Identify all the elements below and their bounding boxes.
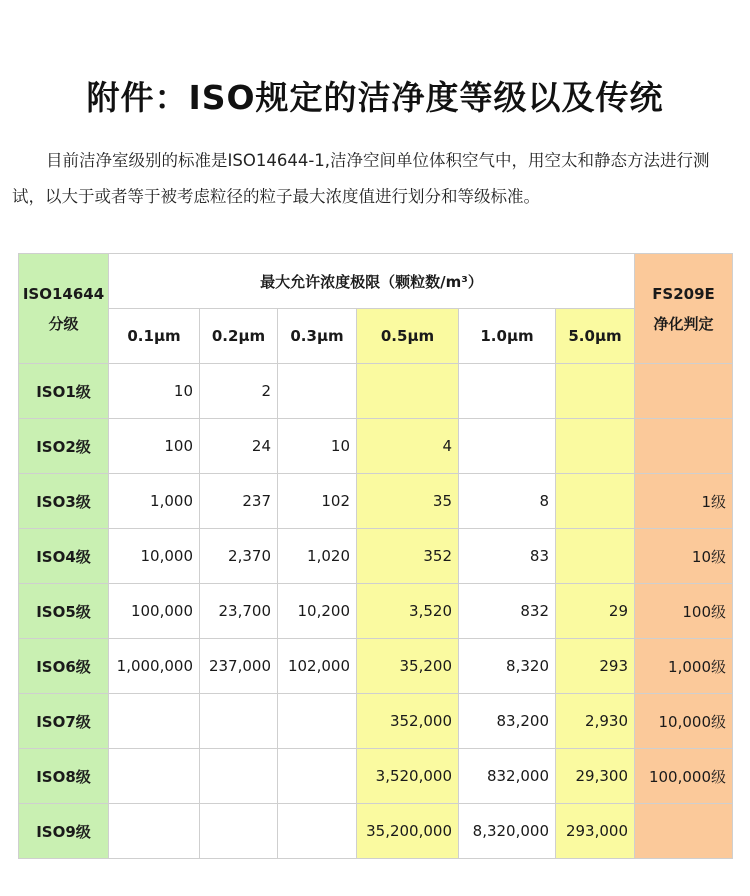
table-row	[19, 749, 733, 804]
size-header-0.5: 0.5μm	[357, 309, 459, 364]
iso-class-cell: ISO4级	[19, 529, 109, 584]
concentration-cell	[556, 419, 635, 474]
page-title: 附件：ISO规定的洁净度等级以及传统	[86, 78, 664, 117]
iso-class-cell: ISO5级	[19, 584, 109, 639]
concentration-cell	[357, 364, 459, 419]
intro-paragraph	[12, 143, 740, 215]
concentration-cell	[109, 694, 200, 749]
fs209e-class-cell: 100,000级	[635, 749, 733, 804]
concentration-cell: 237,000	[200, 639, 278, 694]
concentration-cell	[278, 364, 357, 419]
concentration-cell: 100,000	[109, 584, 200, 639]
concentration-cell: 1,000	[109, 474, 200, 529]
iso-class-cell: ISO9级	[19, 804, 109, 859]
concentration-cell: 83,200	[459, 694, 556, 749]
size-header-0.1: 0.1μm	[109, 309, 200, 364]
concentration-cell: 83	[459, 529, 556, 584]
concentration-cell: 8,320,000	[459, 804, 556, 859]
concentration-cell: 293,000	[556, 804, 635, 859]
concentration-cell	[459, 419, 556, 474]
concentration-cell: 29	[556, 584, 635, 639]
size-header-5.0: 5.0μm	[556, 309, 635, 364]
table-row	[19, 364, 733, 419]
iso-class-cell: ISO6级	[19, 639, 109, 694]
size-header-0.2: 0.2μm	[200, 309, 278, 364]
particle-size-header-row	[19, 309, 733, 364]
concentration-cell: 4	[357, 419, 459, 474]
concentration-cell: 832	[459, 584, 556, 639]
concentration-cell	[556, 474, 635, 529]
concentration-cell: 35,200	[357, 639, 459, 694]
iso-class-cell: ISO1级	[19, 364, 109, 419]
concentration-cell	[278, 749, 357, 804]
concentration-cell: 10,200	[278, 584, 357, 639]
concentration-cell: 10,000	[109, 529, 200, 584]
concentration-cell: 23,700	[200, 584, 278, 639]
concentration-cell: 100	[109, 419, 200, 474]
fs209e-class-cell	[635, 419, 733, 474]
concentration-cell	[200, 749, 278, 804]
class-header-line2: 分级	[48, 314, 79, 333]
concentration-cell	[556, 529, 635, 584]
concentration-cell: 35	[357, 474, 459, 529]
fs-header-line2: 净化判定	[653, 314, 714, 333]
concentration-cell	[200, 694, 278, 749]
concentration-cell: 24	[200, 419, 278, 474]
fs209e-class-cell: 10,000级	[635, 694, 733, 749]
class-header-line1: ISO14644	[22, 284, 105, 303]
concentration-cell	[459, 364, 556, 419]
fs209e-class-cell: 1,000级	[635, 639, 733, 694]
concentration-cell: 102,000	[278, 639, 357, 694]
concentration-cell: 8,320	[459, 639, 556, 694]
table-row	[19, 529, 733, 584]
class-header	[19, 254, 109, 364]
concentration-cell: 8	[459, 474, 556, 529]
concentration-cell: 1,000,000	[109, 639, 200, 694]
fs209e-class-cell: 1级	[635, 474, 733, 529]
table-row	[19, 584, 733, 639]
table-row	[19, 694, 733, 749]
concentration-cell: 35,200,000	[357, 804, 459, 859]
concentration-cell: 3,520,000	[357, 749, 459, 804]
concentration-cell: 29,300	[556, 749, 635, 804]
concentration-cell: 10	[278, 419, 357, 474]
fs209e-class-cell: 100级	[635, 584, 733, 639]
concentration-cell	[109, 749, 200, 804]
size-header-0.3: 0.3μm	[278, 309, 357, 364]
table-row	[19, 639, 733, 694]
concentration-cell: 832,000	[459, 749, 556, 804]
concentration-cell: 293	[556, 639, 635, 694]
concentration-cell: 1,020	[278, 529, 357, 584]
iso-class-cell: ISO3级	[19, 474, 109, 529]
cleanliness-class-table	[18, 253, 733, 859]
concentration-cell: 2	[200, 364, 278, 419]
concentration-cell: 10	[109, 364, 200, 419]
concentration-header: 最大允许浓度极限（颗粒数/m³）	[109, 254, 635, 309]
fs209e-class-cell	[635, 364, 733, 419]
concentration-cell: 352	[357, 529, 459, 584]
iso-class-cell: ISO8级	[19, 749, 109, 804]
table-row	[19, 474, 733, 529]
concentration-cell: 3,520	[357, 584, 459, 639]
concentration-cell: 237	[200, 474, 278, 529]
table-row	[19, 804, 733, 859]
intro-text: 目前洁净室级别的标准是ISO14644-1,洁净空间单位体积空气中，用空太和静态方法进行测试，以大于或者等于被考虑粒径的粒子最大浓度值进行划分和等级标准。	[12, 151, 710, 206]
concentration-cell	[278, 804, 357, 859]
table-row	[19, 419, 733, 474]
concentration-cell	[200, 804, 278, 859]
size-header-1.0: 1.0μm	[459, 309, 556, 364]
concentration-cell: 352,000	[357, 694, 459, 749]
concentration-cell: 2,930	[556, 694, 635, 749]
fs209e-class-cell: 10级	[635, 529, 733, 584]
fs-header-line1: FS209E	[652, 284, 715, 303]
fs209e-class-cell	[635, 804, 733, 859]
concentration-cell: 2,370	[200, 529, 278, 584]
iso-class-cell: ISO2级	[19, 419, 109, 474]
concentration-cell	[109, 804, 200, 859]
concentration-cell	[556, 364, 635, 419]
concentration-cell	[278, 694, 357, 749]
fs209e-header	[635, 254, 733, 364]
concentration-cell: 102	[278, 474, 357, 529]
iso-class-cell: ISO7级	[19, 694, 109, 749]
